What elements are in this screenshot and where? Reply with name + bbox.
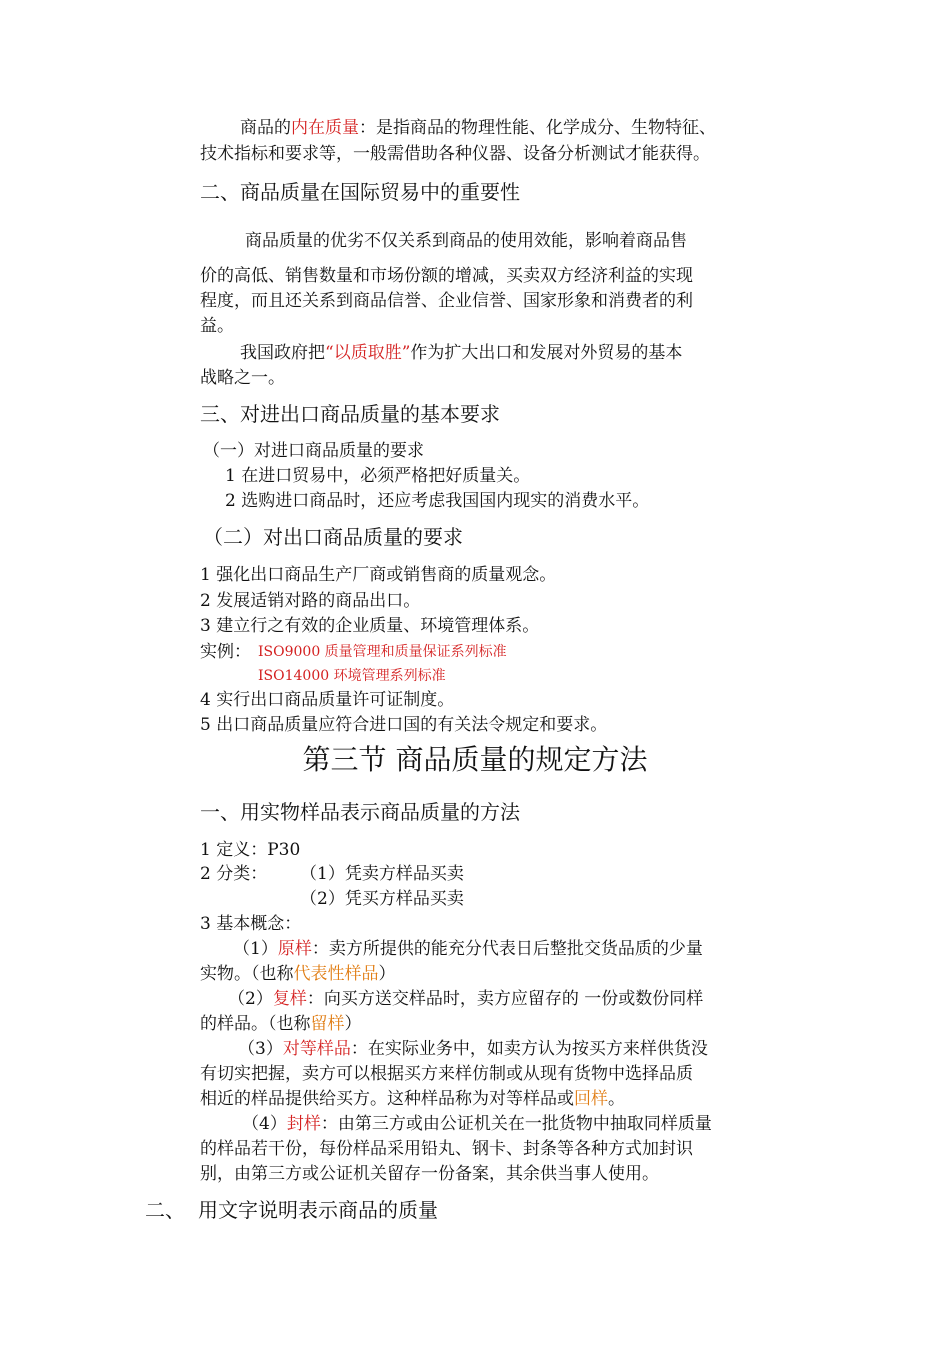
sub2-item-5: 5 出口商品质量应符合进口国的有关法令规定和要求。: [200, 715, 608, 735]
concept-1-alias: 代表性样品: [293, 964, 379, 984]
concept-4-line-1: [242, 1116, 712, 1133]
chapter-title: 第三节 商品质量的规定方法: [302, 743, 648, 776]
p2-line-2: 价的高低、销售数量和市场份额的增减，买卖双方经济利益的实现: [200, 266, 693, 286]
sub1-title: （一）对进口商品质量的要求: [203, 441, 424, 461]
concept-3-term: 对等样品: [282, 1039, 351, 1059]
m1-classification-1: （1）凭卖方样品买卖: [300, 864, 464, 884]
example-iso9000: ISO9000 质量管理和质量保证系列标准: [258, 644, 507, 660]
heading-method-2: 用文字说明表示商品的质量: [198, 1198, 438, 1222]
p1-text-a: 商品的: [240, 118, 291, 138]
concept-4-term: 封样: [286, 1114, 321, 1134]
sub2-item-3: 3 建立行之有效的企业质量、环境管理体系。: [200, 616, 540, 636]
p3-keyword-quality-wins: “以质取胜”: [325, 343, 411, 363]
heading-section-3: 三、对进出口商品质量的基本要求: [200, 402, 500, 426]
concept-2-line-2: [200, 1016, 362, 1033]
sub2-item-2: 2 发展适销对路的商品出口。: [200, 591, 421, 611]
sub2-item-4: 4 实行出口商品质量许可证制度。: [200, 690, 455, 710]
concept-4-line-2: 的样品若干份，每份样品采用铅丸、钢卡、封条等各种方式加封识: [200, 1139, 693, 1159]
concept-3-text-3: 相近的样品提供给买方。这种样品称为对等样品或: [200, 1089, 574, 1109]
p2-line-1: 商品质量的优劣不仅关系到商品的使用效能，影响着商品售: [245, 231, 687, 251]
sub1-item-1: 1 在进口贸易中，必须严格把好质量关。: [225, 466, 531, 486]
m1-concepts-label: 3 基本概念：: [200, 914, 302, 934]
concept-1-num: （1）: [233, 939, 278, 959]
m1-definition: 1 定义：P30: [200, 840, 301, 860]
concept-4-line-3: 别，由第三方或公证机关留存一份备案，其余供当事人使用。: [200, 1164, 659, 1184]
concept-2-line-1: [228, 991, 703, 1008]
p1-text-b: ：是指商品的物理性能、化学成分、生物特征、: [359, 118, 716, 138]
concept-1-text: ：卖方所提供的能充分代表日后整批交货品质的少量: [311, 939, 703, 959]
p3-text-a: 我国政府把: [240, 343, 325, 363]
concept-3-line-1: [238, 1041, 708, 1058]
p3-text-b: 作为扩大出口和发展对外贸易的基本: [410, 343, 683, 363]
example-iso14000: ISO14000 环境管理系列标准: [258, 668, 446, 684]
p3-line-2: 战略之一。: [200, 368, 285, 388]
concept-4-num: （4）: [242, 1114, 287, 1134]
concept-2-num: （2）: [228, 989, 273, 1009]
m1-classification-2: （2）凭买方样品买卖: [300, 889, 464, 909]
sub1-item-2: 2 选购进口商品时，还应考虑我国国内现实的消费水平。: [225, 491, 650, 511]
p2-line-3: 程度，而且还关系到商品信誉、企业信誉、国家形象和消费者的利: [200, 291, 693, 311]
p2-line-4: 益。: [200, 316, 234, 336]
concept-3-line-3: [200, 1091, 625, 1108]
example-label: 实例：: [200, 642, 251, 662]
concept-2-note-a: 的样品。（也称: [200, 1014, 311, 1034]
concept-1-line-2: [200, 966, 396, 983]
concept-1-term: 原样: [277, 939, 312, 959]
heading-section-2: 二、商品质量在国际贸易中的重要性: [200, 180, 520, 204]
concept-2-alias: 留样: [310, 1014, 345, 1034]
concept-1-note-a: 实物。（也称: [200, 964, 294, 984]
concept-4-text: ：由第三方或由公证机关在一批货物中抽取同样质量: [320, 1114, 712, 1134]
concept-3-line-2: 有切实把握，卖方可以根据买方来样仿制或从现有货物中选择品质: [200, 1064, 693, 1084]
p1-line-2: 技术指标和要求等，一般需借助各种仪器、设备分析测试才能获得。: [200, 144, 710, 164]
concept-3-text: ：在实际业务中，如卖方认为按买方来样供货没: [350, 1039, 708, 1059]
concept-2-text: ：向买方送交样品时，卖方应留存的 一份或数份同样: [306, 989, 704, 1009]
concept-1-note-b: ）: [378, 964, 396, 984]
m1-classification-label: 2 分类：: [200, 864, 268, 884]
concept-3-alias: 回样: [574, 1089, 608, 1109]
sub2-item-1: 1 强化出口商品生产厂商或销售商的质量观念。: [200, 565, 557, 585]
concept-3-end: 。: [608, 1089, 625, 1109]
concept-3-num: （3）: [238, 1039, 283, 1059]
concept-2-note-b: ）: [344, 1014, 362, 1034]
sub2-title: （二）对出口商品质量的要求: [203, 525, 463, 549]
p3-line-1: [240, 345, 682, 362]
p1-line-1: [240, 120, 716, 137]
p1-keyword-intrinsic-quality: 内在质量: [291, 118, 359, 138]
heading-method-1: 一、用实物样品表示商品质量的方法: [200, 800, 520, 824]
heading-method-2-number: 二、: [145, 1198, 185, 1222]
concept-2-term: 复样: [272, 989, 307, 1009]
concept-1-line-1: [233, 941, 703, 958]
